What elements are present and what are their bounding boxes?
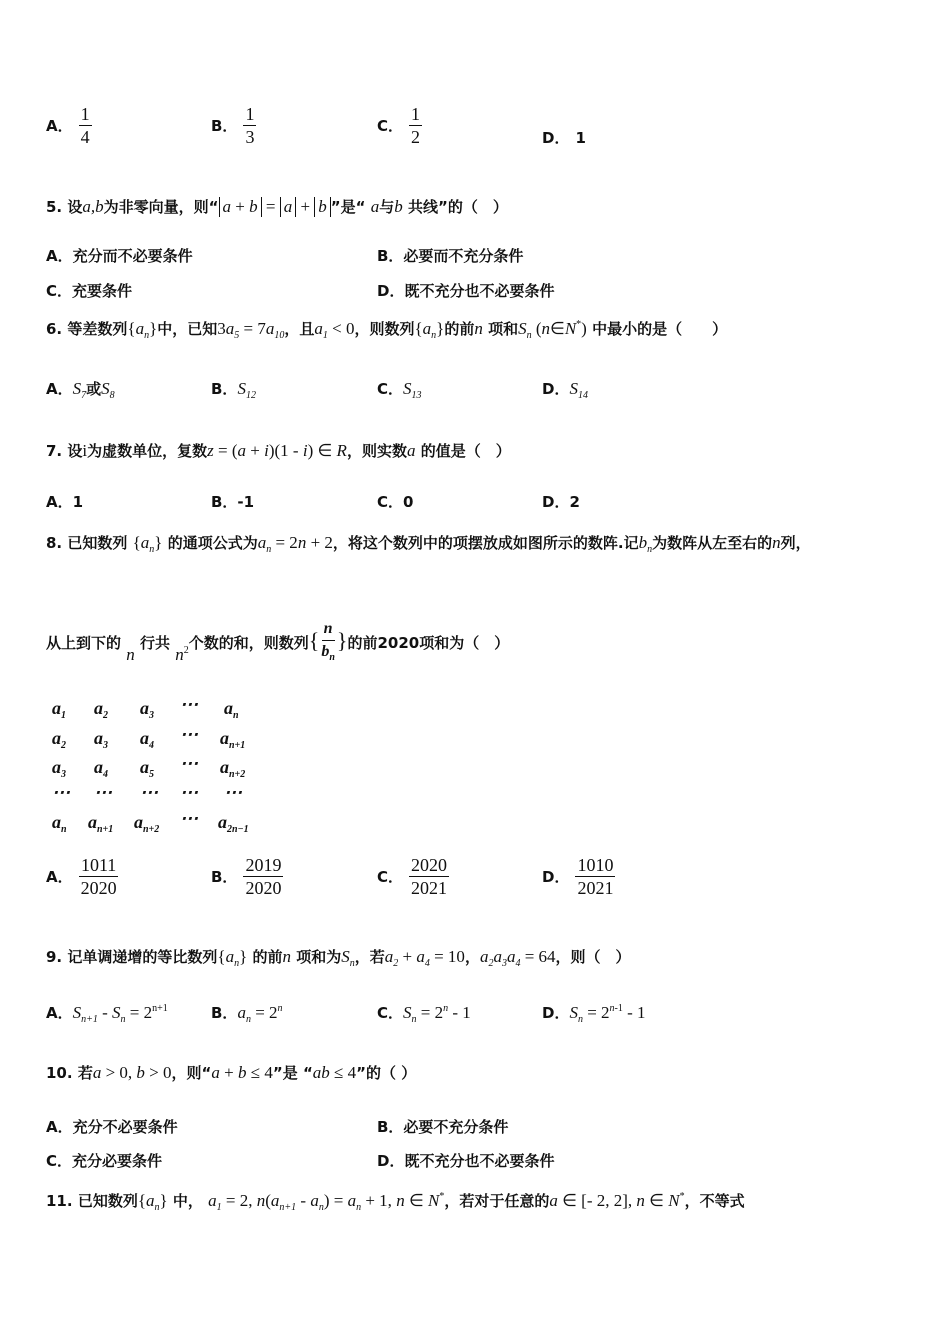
question-9: 9. 记单调递增的等比数列$\{a_n\}$ 的前n 项和为$S_n$，若$a_2 + a_4 = 10$，$a_2a_3a_4 = 64$，则（ ） xyxy=(46,947,631,969)
q9-option-d: D．$S_n = 2^{n-1} - 1$ xyxy=(542,1003,646,1025)
q8-option-d: D． $\frac{1010}{2021}$ xyxy=(542,855,614,898)
q5-option-c: C．充要条件 xyxy=(46,282,133,300)
array-cell: $a_n$ xyxy=(52,812,67,835)
array-cell: $a_4$ xyxy=(94,757,108,780)
array-cell: $a_3$ xyxy=(94,728,108,751)
q5-option-a: A．充分而不必要条件 xyxy=(46,247,193,265)
array-dots: ⋯ xyxy=(180,694,198,714)
q6-option-b: B．$S_{12}$ xyxy=(211,379,256,401)
question-10: 10. 若a > 0, b > 0，则“a + b ≤ 4”是 “ab ≤ 4”的（ ） xyxy=(46,1063,417,1082)
q8-option-a: A． $\frac{1011}{2020}$ xyxy=(46,855,117,898)
array-cell: $a_4$ xyxy=(140,728,154,751)
fraction: $\frac{1011}{2020}$ xyxy=(80,855,117,898)
array-dots: ⋯ xyxy=(140,782,158,802)
array-cell: $a_5$ xyxy=(140,757,154,780)
array-cell: $a_1$ xyxy=(52,698,66,721)
q10-option-a: A．充分不必要条件 xyxy=(46,1118,178,1136)
question-8-line-1: 8. 已知数列 $\{a_n\}$ 的通项公式为$a_n = 2n + 2$，将这个数列中的项摆放成如图所示的数阵.记$b_n$为数阵从左至右的n列， xyxy=(46,533,811,555)
q6-option-d: D．$S_{14}$ xyxy=(542,379,588,401)
q9-option-a: A．$S_{n+1} - S_n = 2^{n+1}$ xyxy=(46,1003,168,1025)
array-cell: $a_{n+2}$ xyxy=(134,812,160,835)
vector-abs-expression: a + b = a + b xyxy=(219,197,331,216)
array-cell: $a_{2n-1}$ xyxy=(218,812,249,835)
q9-option-b: B．$a_n = 2^n$ xyxy=(211,1003,283,1025)
array-cell: $a_{n+1}$ xyxy=(220,728,246,751)
fraction: $\frac{2020}{2021}$ xyxy=(411,855,448,898)
array-cell: $a_3$ xyxy=(140,698,154,721)
array-dots: ⋯ xyxy=(180,782,198,802)
array-cell: $a_2$ xyxy=(94,698,108,721)
array-cell: $a_n$ xyxy=(224,698,239,721)
q5-option-d: D．既不充分也不必要条件 xyxy=(377,282,555,300)
fraction: $\frac{1010}{2021}$ xyxy=(577,855,614,898)
q4-option-c: C． $\frac{1}{2}$ xyxy=(377,104,421,147)
question-7: 7. 设i为虚数单位，复数z = (a + i)(1 - i) ∈ R，则实数a 的值是（ ） xyxy=(46,441,511,460)
q8-option-b: B． $\frac{2019}{2020}$ xyxy=(211,855,282,898)
fraction-n-over-bn: $\frac{n}{b_n}$ xyxy=(321,620,335,663)
complex-expression: z = (a + i)(1 - i) ∈ R xyxy=(207,441,347,460)
array-dots: ⋯ xyxy=(180,753,198,773)
q10-option-d: D．既不充分也不必要条件 xyxy=(377,1152,555,1170)
q7-option-d: D．2 xyxy=(542,493,580,511)
array-cell: $a_2$ xyxy=(52,728,66,751)
array-cell: $a_3$ xyxy=(52,757,66,780)
q10-option-b: B．必要不充分条件 xyxy=(377,1118,509,1136)
q8-option-c: C． $\frac{2020}{2021}$ xyxy=(377,855,448,898)
q7-option-b: B．-1 xyxy=(211,493,255,511)
fraction: $\frac{2019}{2020}$ xyxy=(245,855,282,898)
q9-option-c: C．$S_n = 2^n - 1$ xyxy=(377,1003,471,1025)
array-cell: $a_{n+2}$ xyxy=(220,757,246,780)
q4-option-b: B． $\frac{1}{3}$ xyxy=(211,104,255,147)
question-8-line-2: 从上到下的 n 行共 $n^2$个数的和，则数列{ $\frac{n}{b_n}$ }的前2020项和为（ ） xyxy=(46,618,509,669)
q7-option-c: C．0 xyxy=(377,493,414,511)
fraction: $\frac{1}{2}$ xyxy=(411,104,421,147)
question-6: 6. 等差数列$\{a_n\}$中，已知$3a_5 = 7a_{10}$，且$a_1 < 0$，则数列$\{a_n\}$的前n 项和$S_n$ (n∈N*) 中最小的是（ ） xyxy=(46,319,728,341)
array-cell: $a_{n+1}$ xyxy=(88,812,114,835)
q5-option-b: B．必要而不充分条件 xyxy=(377,247,524,265)
fraction: $\frac{1}{3}$ xyxy=(245,104,255,147)
fraction: $\frac{1}{4}$ xyxy=(80,104,90,147)
q4-option-a: A． $\frac{1}{4}$ xyxy=(46,104,90,147)
q4-option-d: D． 1 xyxy=(542,128,586,147)
array-dots: ⋯ xyxy=(52,782,70,802)
array-dots: ⋯ xyxy=(180,724,198,744)
array-dots: ⋯ xyxy=(224,782,242,802)
array-dots: ⋯ xyxy=(180,808,198,828)
q6-option-a: A．$S_7$或$S_8$ xyxy=(46,379,115,401)
question-5: 5. 设a,b为非零向量，则“ a + b = a + b ”是“ a与b 共线”的（ ） xyxy=(46,197,508,216)
question-11: 11. 已知数列$\{a_n\}$ 中， $a_1 = 2$, $n(a_{n+1} - a_n) = a_n + 1$, n ∈ N*，若对于任意的a ∈ [- 2, 2], n ∈ N*，不等式 xyxy=(46,1191,745,1213)
q7-option-a: A．1 xyxy=(46,493,84,511)
array-dots: ⋯ xyxy=(94,782,112,802)
q10-option-c: C．充分必要条件 xyxy=(46,1152,163,1170)
q6-option-c: C．$S_{13}$ xyxy=(377,379,422,401)
condition-3a5-7a10: $3a_5 = 7a_{10}$ xyxy=(217,319,285,341)
